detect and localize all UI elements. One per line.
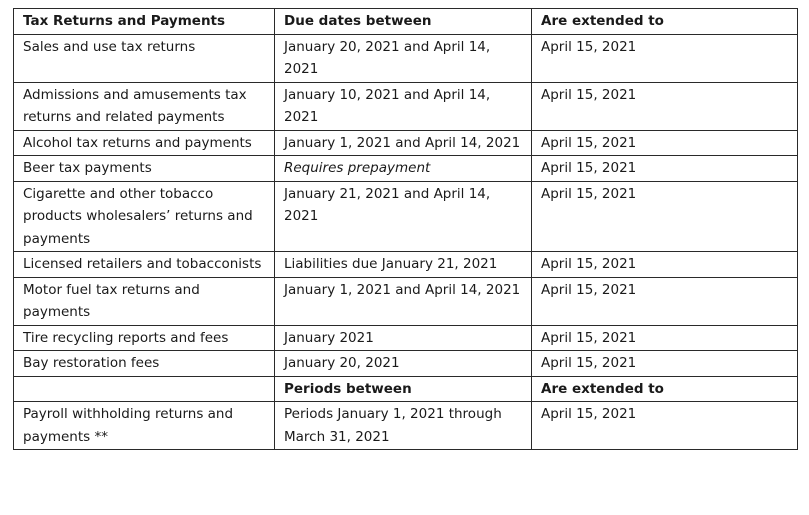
table-row (14, 277, 798, 325)
cell-extended-to: April 15, 2021 (532, 156, 798, 182)
table-row (14, 325, 798, 351)
cell-tax-type: Motor fuel tax returns and payments (14, 277, 275, 325)
cell-tax-type: Admissions and amusements tax returns and related payments (14, 82, 275, 130)
cell-extended-to: April 15, 2021 (532, 252, 798, 278)
subheader-empty-cell (14, 376, 275, 402)
cell-due-dates: January 1, 2021 and April 14, 2021 (275, 130, 532, 156)
cell-extended-to: April 15, 2021 (532, 277, 798, 325)
cell-periods: Periods January 1, 2021 through March 31, 2021 (275, 402, 532, 450)
cell-due-dates: January 20, 2021 and April 14, 2021 (275, 34, 532, 82)
cell-due-dates: January 2021 (275, 325, 532, 351)
table-row (14, 130, 798, 156)
header-extended-to: Are extended to (532, 9, 798, 35)
cell-due-dates: Requires prepayment (275, 156, 532, 182)
header-tax-returns: Tax Returns and Payments (14, 9, 275, 35)
table-row (14, 181, 798, 252)
cell-extended-to: April 15, 2021 (532, 402, 798, 450)
subheader-periods-between: Periods between (275, 376, 532, 402)
cell-tax-type: Payroll withholding returns and payments ** (14, 402, 275, 450)
cell-due-dates: Liabilities due January 21, 2021 (275, 252, 532, 278)
cell-extended-to: April 15, 2021 (532, 82, 798, 130)
table-row (14, 351, 798, 377)
tax-extension-table (13, 8, 798, 450)
table-header-row (14, 9, 798, 35)
subheader-extended-to: Are extended to (532, 376, 798, 402)
cell-extended-to: April 15, 2021 (532, 34, 798, 82)
table-subheader-row (14, 376, 798, 402)
cell-tax-type: Bay restoration fees (14, 351, 275, 377)
table-row (14, 252, 798, 278)
cell-tax-type: Tire recycling reports and fees (14, 325, 275, 351)
cell-tax-type: Licensed retailers and tobacconists (14, 252, 275, 278)
cell-tax-type: Alcohol tax returns and payments (14, 130, 275, 156)
table-row (14, 402, 798, 450)
table-row (14, 34, 798, 82)
cell-extended-to: April 15, 2021 (532, 181, 798, 252)
header-due-dates: Due dates between (275, 9, 532, 35)
cell-due-dates: January 10, 2021 and April 14, 2021 (275, 82, 532, 130)
cell-extended-to: April 15, 2021 (532, 130, 798, 156)
cell-due-dates: January 1, 2021 and April 14, 2021 (275, 277, 532, 325)
cell-tax-type: Sales and use tax returns (14, 34, 275, 82)
cell-due-dates: January 21, 2021 and April 14, 2021 (275, 181, 532, 252)
cell-tax-type: Beer tax payments (14, 156, 275, 182)
table-row (14, 156, 798, 182)
table-row (14, 82, 798, 130)
cell-extended-to: April 15, 2021 (532, 325, 798, 351)
cell-extended-to: April 15, 2021 (532, 351, 798, 377)
cell-tax-type: Cigarette and other tobacco products wholesalers’ returns and payments (14, 181, 275, 252)
cell-due-dates: January 20, 2021 (275, 351, 532, 377)
